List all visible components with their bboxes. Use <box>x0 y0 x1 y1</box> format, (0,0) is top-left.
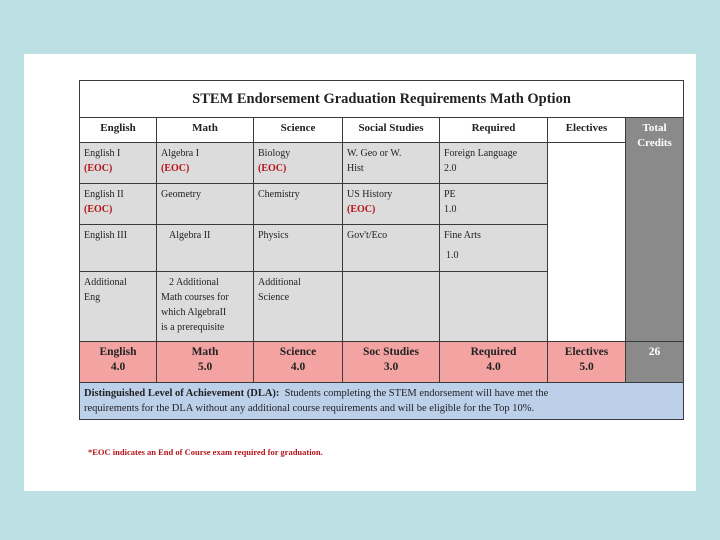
header-required: Required <box>440 118 548 143</box>
cell-math-2: Geometry <box>157 184 254 225</box>
cell-required-4 <box>440 272 548 342</box>
cell-english-1: English I (EOC) <box>80 143 157 184</box>
cell-science-2: Chemistry <box>254 184 343 225</box>
summary-english: English 4.0 <box>80 342 157 383</box>
cell-science-1: Biology (EOC) <box>254 143 343 184</box>
cell-english-2: English II (EOC) <box>80 184 157 225</box>
cell-required-3: Fine Arts 1.0 <box>440 225 548 272</box>
summary-math: Math 5.0 <box>157 342 254 383</box>
cell-social-4 <box>343 272 440 342</box>
table-row <box>80 143 684 184</box>
requirements-table <box>79 80 684 420</box>
dla-label: Distinguished Level of Achievement (DLA): <box>84 388 280 399</box>
cell-science-4: Additional Science <box>254 272 343 342</box>
summary-science: Science 4.0 <box>254 342 343 383</box>
cell-science-3: Physics <box>254 225 343 272</box>
header-social-studies: Social Studies <box>343 118 440 143</box>
header-electives: Electives <box>548 118 626 143</box>
cell-social-3: Gov't/Eco <box>343 225 440 272</box>
cell-math-4: 2 Additional Math courses for which AlgebraII is a prerequisite <box>157 272 254 342</box>
summary-electives: Electives 5.0 <box>548 342 626 383</box>
header-math: Math <box>157 118 254 143</box>
summary-social-studies: Soc Studies 3.0 <box>343 342 440 383</box>
cell-required-1: Foreign Language 2.0 <box>440 143 548 184</box>
dla-note <box>80 383 684 420</box>
total-credits-value: 26 <box>626 342 684 383</box>
cell-math-3: Algebra II <box>157 225 254 272</box>
header-science: Science <box>254 118 343 143</box>
header-row <box>80 118 684 143</box>
summary-row <box>80 342 684 383</box>
dla-row <box>80 383 684 420</box>
header-total-credits: Total Credits <box>626 118 684 342</box>
summary-required: Required 4.0 <box>440 342 548 383</box>
cell-math-1: Algebra I (EOC) <box>157 143 254 184</box>
cell-english-4: Additional Eng <box>80 272 157 342</box>
table-title: STEM Endorsement Graduation Requirements Math Option <box>80 81 684 118</box>
cell-social-1: W. Geo or W. Hist <box>343 143 440 184</box>
eoc-footnote: *EOC indicates an End of Course exam required for graduation. <box>88 447 323 457</box>
dla-text-1: Students completing the STEM endorsement will have met the <box>284 388 549 399</box>
cell-social-2: US History (EOC) <box>343 184 440 225</box>
slide <box>24 54 696 491</box>
header-english: English <box>80 118 157 143</box>
cell-english-3: English III <box>80 225 157 272</box>
dla-text-2: requirements for the DLA without any additional course requirements and will be eligible for the Top 10%. <box>84 403 535 414</box>
cell-required-2: PE 1.0 <box>440 184 548 225</box>
cell-electives <box>548 143 626 342</box>
